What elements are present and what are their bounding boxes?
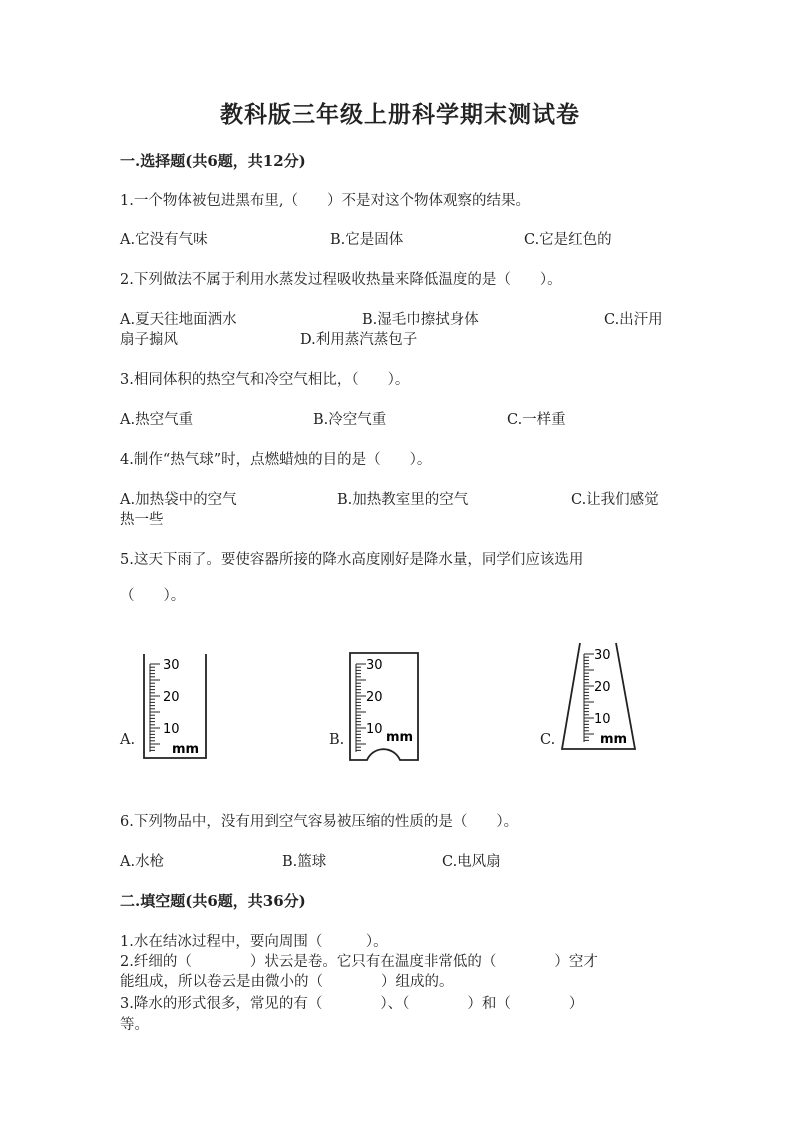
q4-option-b: B.加热教室里的空气 xyxy=(337,492,469,508)
container-c-tick-10: 10 xyxy=(594,712,611,727)
container-c-unit: mm xyxy=(600,732,628,747)
container-c-tick-30: 30 xyxy=(594,648,611,663)
q6-option-a: A.水枪 xyxy=(120,854,165,870)
q1-option-b: B.它是固体 xyxy=(330,232,404,248)
q2-option-a: A.夏天往地面洒水 xyxy=(120,312,237,328)
q1-stem: 1.一个物体被包进黑布里,（ ）不是对这个物体观察的结果。 xyxy=(120,193,530,209)
q2-option-c-cont: 扇子搧风 xyxy=(120,332,178,348)
container-a-tick-30: 30 xyxy=(163,658,180,673)
q4-stem: 4.制作“热气球”时，点燃蜡烛的目的是（ ）。 xyxy=(120,452,432,468)
container-a-tick-10: 10 xyxy=(163,722,180,737)
q4-option-c: C.让我们感觉 xyxy=(571,492,659,508)
q5-figure-label-b: B. xyxy=(329,732,345,748)
fill-q2: 2.纤细的（ ）状云是卷。它只有在温度非常低的（ ）空才 xyxy=(120,954,598,970)
q4-option-c-cont: 热一些 xyxy=(120,512,164,528)
q5-figure-label-c: C. xyxy=(540,732,556,748)
q3-stem: 3.相同体积的热空气和冷空气相比，（ ）。 xyxy=(120,372,410,388)
container-b-tick-10: 10 xyxy=(366,722,383,737)
container-b-tick-30: 30 xyxy=(366,658,383,673)
container-b-scale xyxy=(356,664,366,752)
q3-option-a: A.热空气重 xyxy=(120,412,194,428)
fill-q1: 1.水在结冰过程中，要向周围（ ）。 xyxy=(120,934,388,950)
container-b-tick-20: 20 xyxy=(366,690,383,705)
section2-header: 二.填空题(共6题，共36分) xyxy=(120,892,306,910)
q4-option-a: A.加热袋中的空气 xyxy=(120,492,237,508)
q5-stem-blank: （ ）。 xyxy=(120,588,186,604)
container-c-scale xyxy=(584,654,594,742)
fill-q3-cont: 等。 xyxy=(120,1017,149,1033)
q3-option-b: B.冷空气重 xyxy=(313,412,387,428)
q2-stem: 2.下列做法不属于利用水蒸发过程吸收热量来降低温度的是（ ）。 xyxy=(120,272,562,288)
q5-stem: 5.这天下雨了。要使容器所接的降水高度刚好是降水量，同学们应该选用 xyxy=(120,552,584,568)
q5-figure-label-a: A. xyxy=(120,732,136,748)
q2-option-b: B.湿毛巾擦拭身体 xyxy=(362,312,479,328)
page-title: 教科版三年级上册科学期末测试卷 xyxy=(220,101,580,128)
container-a-unit: mm xyxy=(172,742,200,757)
q3-option-c: C.一样重 xyxy=(507,412,566,428)
q2-option-d: D.利用蒸汽蒸包子 xyxy=(300,332,418,348)
fill-q3: 3.降水的形式很多，常见的有（ ）、（ ）和（ ） xyxy=(120,996,584,1012)
container-a-scale xyxy=(150,664,160,752)
fill-q2-cont: 能组成，所以卷云是由微小的（ ）组成的。 xyxy=(120,974,454,990)
q6-stem: 6.下列物品中，没有用到空气容易被压缩的性质的是（ ）。 xyxy=(120,814,519,830)
container-c-tick-20: 20 xyxy=(594,680,611,695)
q6-option-b: B.篮球 xyxy=(282,854,327,870)
q6-option-c: C.电风扇 xyxy=(442,854,501,870)
q2-option-c: C.出汗用 xyxy=(604,312,663,328)
q1-option-a: A.它没有气味 xyxy=(120,232,208,248)
q1-option-c: C.它是红色的 xyxy=(524,232,612,248)
container-b-unit: mm xyxy=(386,730,414,745)
container-a-tick-20: 20 xyxy=(163,690,180,705)
section1-header: 一.选择题(共6题，共12分) xyxy=(120,152,306,170)
